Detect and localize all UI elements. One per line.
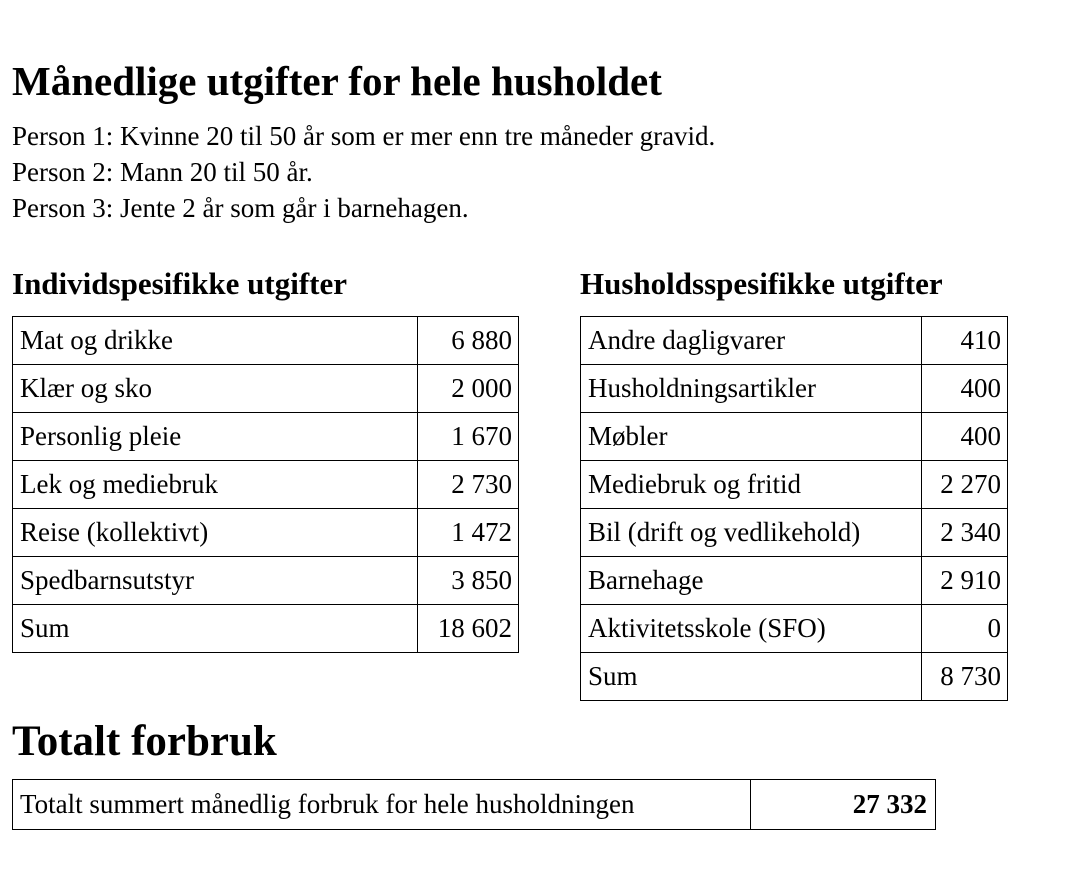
expense-label: Personlig pleie — [13, 413, 418, 461]
table-row — [581, 413, 1008, 461]
expense-value: 2 000 — [418, 365, 519, 413]
expense-value: 6 880 — [418, 317, 519, 365]
expense-label: Møbler — [581, 413, 922, 461]
expense-value: 410 — [922, 317, 1008, 365]
expense-value: 0 — [922, 605, 1008, 653]
expense-label: Mat og drikke — [13, 317, 418, 365]
expense-value: 2 340 — [922, 509, 1008, 557]
total-consumption-title: Totalt forbruk — [12, 718, 277, 765]
table-row — [13, 413, 519, 461]
sum-row — [13, 605, 519, 653]
person-1-description: Person 1: Kvinne 20 til 50 år som er mer enn tre måneder gravid. — [12, 121, 716, 151]
sum-label: Sum — [13, 605, 418, 653]
table-row — [581, 317, 1008, 365]
page-title: Månedlige utgifter for hele husholdet — [12, 58, 662, 104]
expense-value: 2 270 — [922, 461, 1008, 509]
table-row — [13, 557, 519, 605]
individual-expenses-table — [12, 316, 519, 653]
total-value: 27 332 — [751, 780, 936, 830]
expense-value: 1 472 — [418, 509, 519, 557]
expense-label: Reise (kollektivt) — [13, 509, 418, 557]
household-expenses-table — [580, 316, 1008, 701]
person-2-description: Person 2: Mann 20 til 50 år. — [12, 157, 313, 187]
total-consumption-table — [12, 779, 936, 830]
expense-label: Aktivitetsskole (SFO) — [581, 605, 922, 653]
expense-label: Bil (drift og vedlikehold) — [581, 509, 922, 557]
expense-value: 2 730 — [418, 461, 519, 509]
table-row — [581, 365, 1008, 413]
expense-value: 2 910 — [922, 557, 1008, 605]
sum-label: Sum — [581, 653, 922, 701]
expense-value: 400 — [922, 365, 1008, 413]
expense-label: Barnehage — [581, 557, 922, 605]
table-row — [13, 509, 519, 557]
expense-label: Spedbarnsutstyr — [13, 557, 418, 605]
sum-value: 8 730 — [922, 653, 1008, 701]
table-row — [581, 605, 1008, 653]
expense-value: 1 670 — [418, 413, 519, 461]
table-row — [13, 461, 519, 509]
household-members — [12, 118, 715, 226]
total-label: Totalt summert månedlig forbruk for hele husholdningen — [13, 780, 751, 830]
table-row — [13, 365, 519, 413]
expense-value: 3 850 — [418, 557, 519, 605]
expense-label: Husholdningsartikler — [581, 365, 922, 413]
individual-expenses-title: Individspesifikke utgifter — [12, 266, 348, 301]
table-row — [581, 509, 1008, 557]
expense-label: Klær og sko — [13, 365, 418, 413]
table-row — [581, 461, 1008, 509]
expense-label: Andre dagligvarer — [581, 317, 922, 365]
table-row — [13, 317, 519, 365]
sum-value: 18 602 — [418, 605, 519, 653]
expense-label: Mediebruk og fritid — [581, 461, 922, 509]
expense-label: Lek og mediebruk — [13, 461, 418, 509]
table-row — [581, 557, 1008, 605]
person-3-description: Person 3: Jente 2 år som går i barnehagen. — [12, 193, 469, 223]
household-expenses-title: Husholdsspesifikke utgifter — [580, 266, 943, 301]
total-row — [13, 780, 936, 830]
sum-row — [581, 653, 1008, 701]
expense-value: 400 — [922, 413, 1008, 461]
